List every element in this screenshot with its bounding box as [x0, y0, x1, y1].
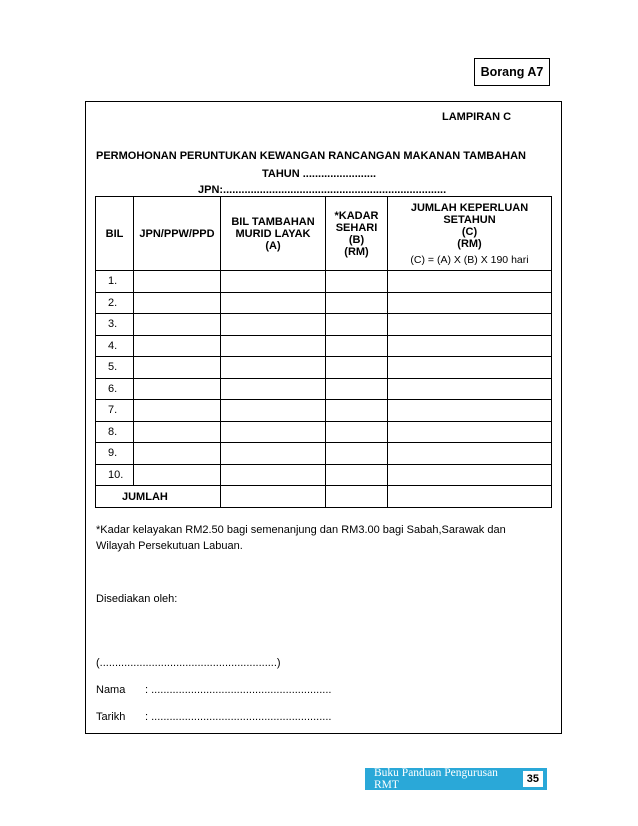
table-row: 5.: [96, 357, 552, 379]
rate-note-line-1: *Kadar kelayakan RM2.50 bagi semenanjung dan RM3.00 bagi Sabah,Sarawak dan: [96, 524, 506, 536]
table-row: 1.: [96, 271, 552, 293]
jpn-field: JPN:.........................................................................: [198, 184, 447, 196]
year-field: TAHUN ........................: [262, 168, 377, 180]
signature-line[interactable]: (..........................................................): [96, 657, 281, 669]
table-row: 4.: [96, 335, 552, 357]
header-jpn: JPN/PPW/PPD: [134, 197, 221, 271]
header-jumlah: JUMLAH KEPERLUAN SETAHUN (C) (RM) (C) = (A) X (B) X 190 hari: [388, 197, 552, 271]
table-row: 8.: [96, 421, 552, 443]
form-code-box: [474, 58, 550, 86]
appendix-label: LAMPIRAN C: [442, 111, 512, 123]
form-code: Borang A7: [480, 65, 544, 79]
table-row: 6.: [96, 378, 552, 400]
allocation-table: [95, 196, 552, 508]
date-label: Tarikh: [96, 711, 126, 723]
header-kadar: *KADAR SEHARI (B) (RM): [326, 197, 388, 271]
table-row: 9.: [96, 443, 552, 465]
date-field[interactable]: : ...........................................................: [145, 711, 332, 723]
prepared-by-label: Disediakan oleh:: [96, 593, 178, 605]
table-total-row: [96, 486, 552, 508]
footer-title: Buku Panduan Pengurusan RMT: [374, 767, 498, 791]
table-row: 2.: [96, 292, 552, 314]
form-title: PERMOHONAN PERUNTUKAN KEWANGAN RANCANGAN MAKANAN TAMBAHAN: [96, 150, 526, 162]
table-row: 7.: [96, 400, 552, 422]
table-row: 3.: [96, 314, 552, 336]
table-row: 10.: [96, 464, 552, 486]
rate-note-line-2: Wilayah Persekutuan Labuan.: [96, 540, 243, 552]
header-murid: BIL TAMBAHAN MURID LAYAK (A): [221, 197, 326, 271]
formula-text: (C) = (A) X (B) X 190 hari: [410, 253, 529, 266]
table-header-row: [96, 197, 552, 271]
name-label: Nama: [96, 684, 126, 696]
page-number: 35: [523, 771, 543, 787]
header-bil: BIL: [96, 197, 134, 271]
total-label: JUMLAH: [96, 486, 221, 508]
name-field[interactable]: : ...........................................................: [145, 684, 332, 696]
footer-bar: [365, 768, 547, 790]
